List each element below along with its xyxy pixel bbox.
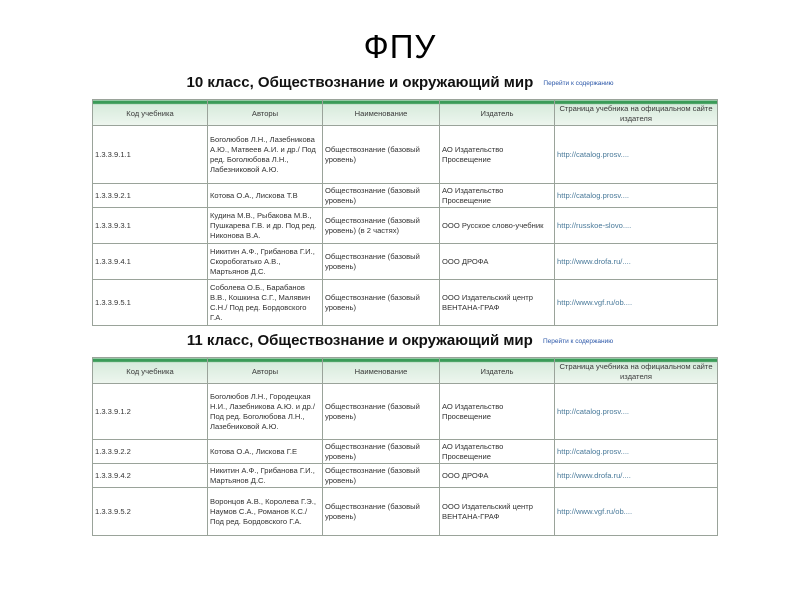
header-name: Наименование	[323, 100, 440, 126]
cell-link[interactable]: http://catalog.prosv....	[555, 184, 718, 208]
table-row	[93, 488, 718, 536]
textbook-table-grade-10	[92, 99, 718, 326]
cell-name: Обществознание (базовый уровень)	[323, 126, 440, 184]
cell-authors: Соболева О.Б., Барабанов В.В., Кошкина С.Г., Малявин С.Н./ Под ред. Бордовского Г.А.	[208, 280, 323, 326]
cell-authors: Боголюбов Л.Н., Городецкая Н.И., Лазебникова А.Ю. и др./ Под ред. Боголюбова Л.Н., Лазебниковой А.Ю.	[208, 384, 323, 440]
cell-authors: Воронцов А.В., Королева Г.Э., Наумов С.А., Романов К.С./ Под ред. Бордовского Г.А.	[208, 488, 323, 536]
slide-title: ФПУ	[363, 28, 437, 65]
cell-code: 1.3.3.9.1.1	[93, 126, 208, 184]
table-header-row	[93, 100, 718, 126]
section-heading-grade-10	[0, 74, 800, 91]
cell-publisher: АО Издательство Просвещение	[440, 440, 555, 464]
header-authors: Авторы	[208, 358, 323, 384]
cell-link[interactable]: http://catalog.prosv....	[555, 440, 718, 464]
table-row	[93, 208, 718, 244]
table-row	[93, 464, 718, 488]
cell-publisher: ООО ДРОФА	[440, 464, 555, 488]
cell-authors: Котова О.А., Лискова Г.Е	[208, 440, 323, 464]
cell-code: 1.3.3.9.2.2	[93, 440, 208, 464]
section-heading-text: 10 класс, Обществознание и окружающий мир	[186, 74, 534, 91]
section-heading-text: 11 класс, Обществознание и окружающий мир	[186, 332, 533, 349]
cell-link[interactable]: http://www.vgf.ru/ob....	[555, 488, 718, 536]
header-link: Страница учебника на официальном сайте издателя	[555, 358, 718, 384]
header-name: Наименование	[323, 358, 440, 384]
cell-code: 1.3.3.9.1.2	[93, 384, 208, 440]
cell-authors: Никитин А.Ф., Грибанова Г.И., Скоробогатько А.В., Мартьянов Д.С.	[208, 244, 323, 280]
cell-name: Обществознание (базовый уровень)	[323, 384, 440, 440]
cell-authors: Котова О.А., Лискова Т.В	[208, 184, 323, 208]
header-authors: Авторы	[208, 100, 323, 126]
cell-link[interactable]: http://www.vgf.ru/ob....	[555, 280, 718, 326]
cell-name: Обществознание (базовый уровень)	[323, 184, 440, 208]
cell-code: 1.3.3.9.2.1	[93, 184, 208, 208]
header-publisher: Издатель	[440, 358, 555, 384]
table-row	[93, 244, 718, 280]
jump-to-contents-link[interactable]: Перейти к содержанию	[543, 79, 614, 87]
cell-publisher: ООО Издательский центр ВЕНТАНА-ГРАФ	[440, 488, 555, 536]
header-publisher: Издатель	[440, 100, 555, 126]
cell-publisher: ООО ДРОФА	[440, 244, 555, 280]
cell-link[interactable]: http://catalog.prosv....	[555, 384, 718, 440]
cell-code: 1.3.3.9.4.2	[93, 464, 208, 488]
cell-name: Обществознание (базовый уровень)	[323, 440, 440, 464]
cell-code: 1.3.3.9.3.1	[93, 208, 208, 244]
jump-to-contents-link[interactable]: Перейти к содержанию	[543, 337, 614, 345]
cell-publisher: АО Издательство Просвещение	[440, 384, 555, 440]
section-heading-grade-11	[0, 332, 800, 349]
cell-authors: Никитин А.Ф., Грибанова Г.И., Мартьянов Д.С.	[208, 464, 323, 488]
cell-publisher: АО Издательство Просвещение	[440, 184, 555, 208]
cell-link[interactable]: http://catalog.prosv....	[555, 126, 718, 184]
table-row	[93, 440, 718, 464]
cell-code: 1.3.3.9.5.2	[93, 488, 208, 536]
cell-name: Обществознание (базовый уровень)	[323, 244, 440, 280]
cell-authors: Кудина М.В., Рыбакова М.В., Пушкарева Г.В. и др. Под ред. Никонова В.А.	[208, 208, 323, 244]
cell-name: Обществознание (базовый уровень)	[323, 280, 440, 326]
cell-name: Обществознание (базовый уровень)	[323, 464, 440, 488]
cell-link[interactable]: http://www.drofa.ru/....	[555, 244, 718, 280]
header-code: Код учебника	[93, 100, 208, 126]
table-row	[93, 126, 718, 184]
table-header-row	[93, 358, 718, 384]
cell-name: Обществознание (базовый уровень) (в 2 частях)	[323, 208, 440, 244]
cell-publisher: ООО Издательский центр ВЕНТАНА-ГРАФ	[440, 280, 555, 326]
cell-code: 1.3.3.9.5.1	[93, 280, 208, 326]
cell-code: 1.3.3.9.4.1	[93, 244, 208, 280]
cell-name: Обществознание (базовый уровень)	[323, 488, 440, 536]
table-row	[93, 184, 718, 208]
cell-publisher: АО Издательство Просвещение	[440, 126, 555, 184]
textbook-table-grade-11	[92, 357, 718, 536]
table-row	[93, 280, 718, 326]
cell-publisher: ООО Русское слово-учебник	[440, 208, 555, 244]
cell-authors: Боголюбов Л.Н., Лазебникова А.Ю., Матвеев А.И. и др./ Под ред. Боголюбова Л.Н., Лабезниковой А.Ю.	[208, 126, 323, 184]
header-code: Код учебника	[93, 358, 208, 384]
table-row	[93, 384, 718, 440]
header-link: Страница учебника на официальном сайте издателя	[555, 100, 718, 126]
cell-link[interactable]: http://russkoe-slovo....	[555, 208, 718, 244]
cell-link[interactable]: http://www.drofa.ru/....	[555, 464, 718, 488]
